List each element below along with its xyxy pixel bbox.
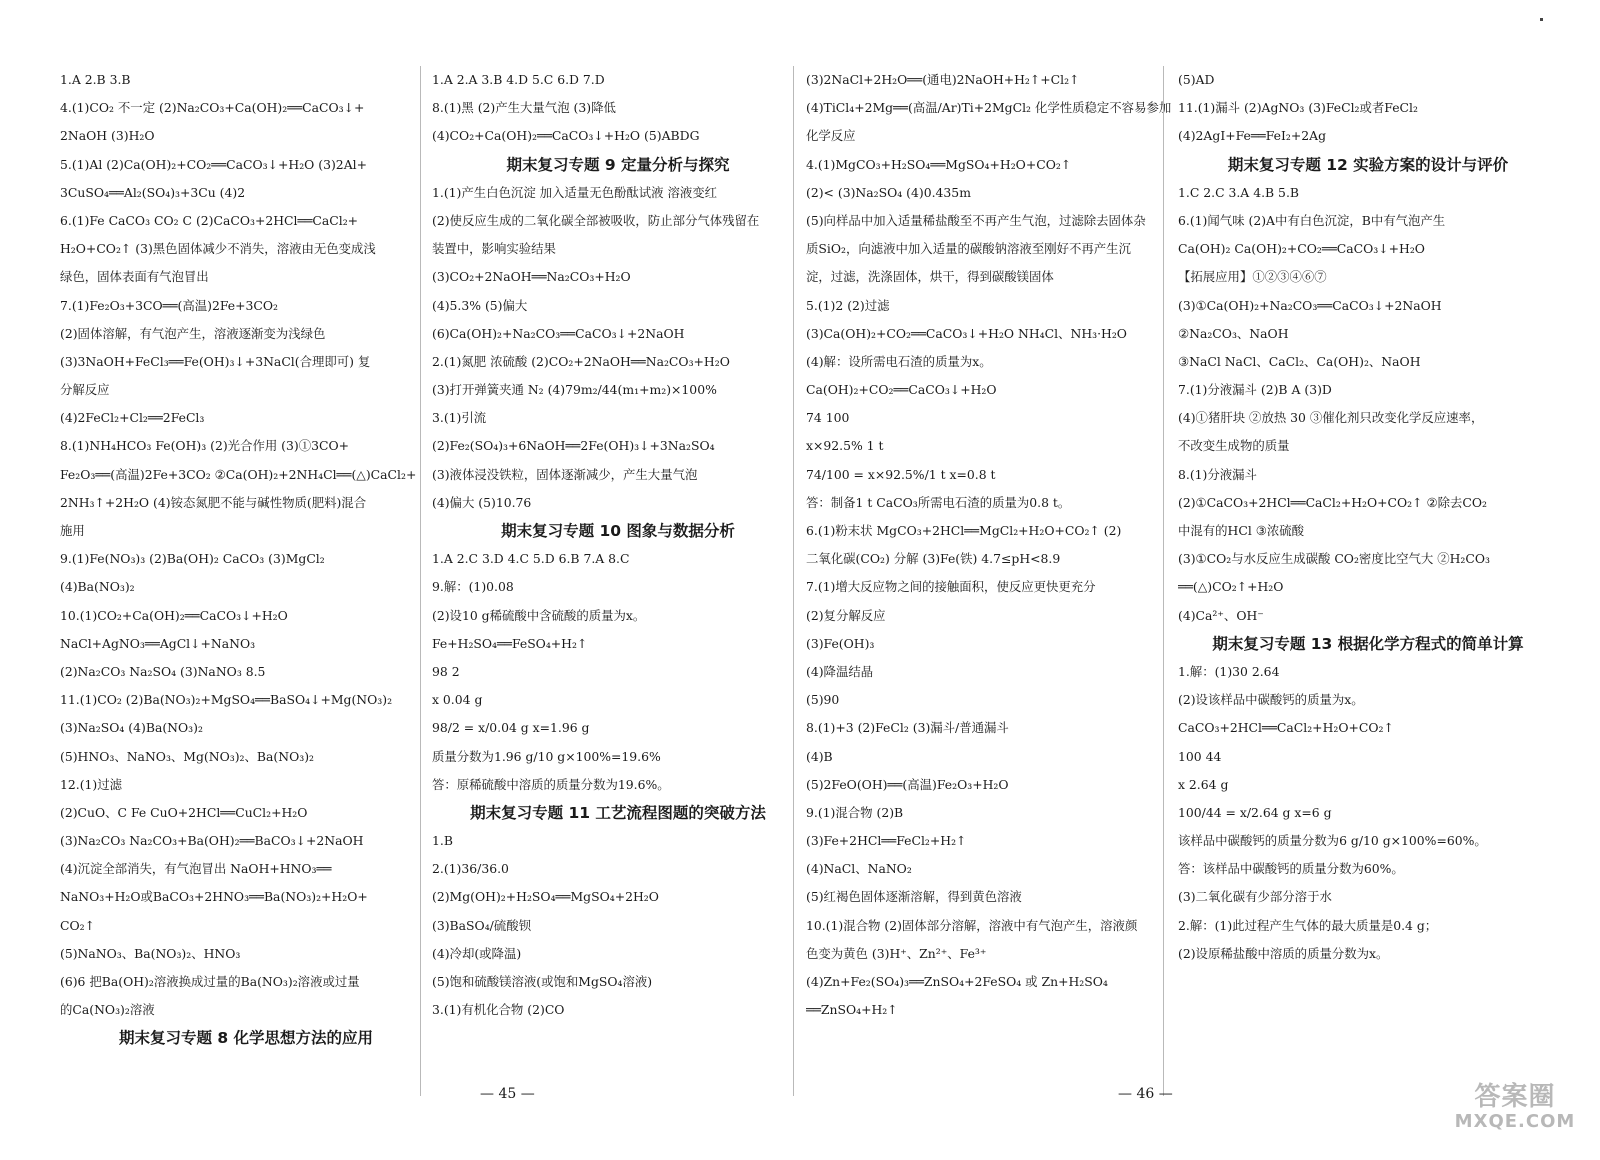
column-divider [793, 66, 794, 1096]
answer-line: ══ZnSO₄+H₂↑ [806, 1002, 898, 1018]
answer-line: (4)5.3% (5)偏大 [432, 297, 528, 313]
page-number-left: — 45 — [480, 1086, 535, 1102]
answer-line: (2)< (3)Na₂SO₄ (4)0.435m [806, 184, 971, 200]
answer-line: 1.A 2.A 3.B 4.D 5.C 6.D 7.D [432, 72, 605, 87]
answer-line: (2)设原稀盐酸中溶质的质量分数为x。 [1178, 945, 1389, 961]
answer-line: 1.(1)产生白色沉淀 加入适量无色酚酞试液 溶液变红 [432, 184, 718, 200]
answer-line: (2)①CaCO₃+2HCl══CaCl₂+H₂O+CO₂↑ ②除去CO₂ [1178, 494, 1487, 510]
answer-line: 6.(1)粉末状 MgCO₃+2HCl══MgCl₂+H₂O+CO₂↑ (2) [806, 523, 1122, 538]
answer-line: 9.解：(1)0.08 [432, 579, 514, 595]
answer-line: (2)设10 g稀硫酸中含硫酸的质量为x。 [432, 607, 646, 623]
answer-line: 色变为黄色 (3)H⁺、Zn²⁺、Fe³⁺ [806, 945, 987, 961]
answer-line: 答：该样品中碳酸钙的质量分数为60%。 [1178, 861, 1404, 877]
answer-line: (3)Fe(OH)₃ [806, 635, 875, 651]
section-heading: 期末复习专题 10 图象与数据分析 [501, 522, 735, 540]
answer-line: (2)固体溶解，有气泡产生，溶液逐渐变为浅绿色 [60, 325, 326, 341]
answer-line: (5)2FeO(OH)══(高温)Fe₂O₃+H₂O [806, 776, 1009, 792]
answer-line: CaCO₃+2HCl══CaCl₂+H₂O+CO₂↑ [1178, 720, 1394, 736]
answer-line: 的Ca(NO₃)₂溶液 [60, 1002, 155, 1018]
answer-line: 10.(1)混合物 (2)固体部分溶解，溶液中有气泡产生，溶液颜 [806, 917, 1138, 933]
answer-line: (2)复分解反应 [806, 607, 886, 623]
answer-line: 7.(1)增大反应物之间的接触面积，使反应更快更充分 [806, 579, 1096, 595]
answer-line: (4)Ba(NO₃)₂ [60, 579, 135, 595]
answer-line: 98/2 = x/0.04 g x=1.96 g [432, 720, 590, 736]
answer-line: (4)B [806, 748, 833, 764]
answer-line: 6.(1)闻气味 (2)A中有白色沉淀，B中有气泡产生 [1178, 212, 1446, 228]
answer-line: 4.(1)CO₂ 不一定 (2)Na₂CO₃+Ca(OH)₂══CaCO₃↓+ [60, 100, 365, 116]
answer-line: 质SiO₂，向滤液中加入适量的碳酸钠溶液至刚好不再产生沉 [806, 241, 1131, 257]
answer-line: (4)冷却(或降温) [432, 945, 522, 961]
answer-line: 2NaOH (3)H₂O [60, 128, 155, 144]
answer-line: (4)解：设所需电石渣的质量为x。 [806, 353, 992, 369]
answer-line: 11.(1)漏斗 (2)AgNO₃ (3)FeCl₂或者FeCl₂ [1178, 100, 1418, 116]
answer-line: (4)CO₂+Ca(OH)₂══CaCO₃↓+H₂O (5)ABDG [432, 128, 700, 144]
answer-line: 淀，过滤，洗涤固体，烘干，得到碳酸镁固体 [806, 269, 1054, 285]
answer-line: 100 44 [1178, 748, 1222, 764]
answer-line: (3)打开弹簧夹通 N₂ (4)79m₂/44(m₁+m₂)×100% [432, 382, 717, 398]
answer-line: Fe₂O₃══(高温)2Fe+3CO₂ ②Ca(OH)₂+2NH₄Cl══(△)CaCl₂+ [60, 466, 417, 482]
answer-line: (2)CuO、C Fe CuO+2HCl══CuCl₂+H₂O [60, 804, 308, 820]
answer-line: 1.解：(1)30 2.64 [1178, 663, 1280, 679]
answer-line: ══(△)CO₂↑+H₂O [1178, 579, 1284, 595]
answer-line: 3.(1)有机化合物 (2)CO [432, 1002, 565, 1018]
answer-line: 2.(1)36/36.0 [432, 861, 509, 877]
answer-line: 8.(1)分液漏斗 [1178, 466, 1257, 482]
answer-line: NaNO₃+H₂O或BaCO₃+2HNO₃══Ba(NO₃)₂+H₂O+ [60, 889, 368, 905]
answer-line: 74 100 [806, 410, 850, 426]
answer-line: (3)Na₂SO₄ (4)Ba(NO₃)₂ [60, 720, 203, 736]
answer-line: (5)AD [1178, 72, 1215, 87]
answer-line: 不改变生成物的质量 [1178, 438, 1290, 454]
answer-line: 8.(1)NH₄HCO₃ Fe(OH)₃ (2)光合作用 (3)①3CO+ [60, 438, 350, 454]
answer-line: x 0.04 g [432, 692, 483, 708]
answer-line: (4)降温结晶 [806, 663, 874, 679]
answer-line: 100/44 = x/2.64 g x=6 g [1178, 804, 1332, 820]
answer-line: (4)NaCl、NaNO₂ [806, 861, 912, 877]
answer-line: (3)2NaCl+2H₂O══(通电)2NaOH+H₂↑+Cl₂↑ [806, 72, 1080, 87]
answer-line: (5)红褐色固体逐渐溶解，得到黄色溶液 [806, 889, 1022, 905]
answer-line: (2)Mg(OH)₂+H₂SO₄══MgSO₄+2H₂O [432, 889, 659, 905]
answer-line: 10.(1)CO₂+Ca(OH)₂══CaCO₃↓+H₂O [60, 607, 288, 623]
answer-line: 7.(1)Fe₂O₃+3CO══(高温)2Fe+3CO₂ [60, 297, 278, 313]
answer-column-4 [1178, 66, 1558, 968]
answer-line: (2)Na₂CO₃ Na₂SO₄ (3)NaNO₃ 8.5 [60, 663, 266, 679]
answer-line: 8.(1)黑 (2)产生大量气泡 (3)降低 [432, 100, 616, 116]
answer-line: (3)3NaOH+FeCl₃══Fe(OH)₃↓+3NaCl(合理即可) 复 [60, 353, 371, 369]
answer-line: x 2.64 g [1178, 776, 1229, 792]
answer-line: ②Na₂CO₃、NaOH [1178, 325, 1289, 341]
answer-line: 中混有的HCl ③浓硫酸 [1178, 523, 1305, 538]
watermark-url: MXQE.COM [1454, 1111, 1576, 1132]
answer-line: 2NH₃↑+2H₂O (4)铵态氮肥不能与碱性物质(肥料)混合 [60, 494, 367, 510]
answer-line: 二氧化碳(CO₂) 分解 (3)Fe(铁) 4.7≤pH<8.9 [806, 551, 1061, 567]
section-heading: 期末复习专题 11 工艺流程图题的突破方法 [470, 803, 766, 822]
answer-line: (4)2FeCl₂+Cl₂══2FeCl₃ [60, 410, 205, 426]
answer-line: (5)NaNO₃、Ba(NO₃)₂、HNO₃ [60, 945, 241, 961]
answer-line: (4)Ca²⁺、OH⁻ [1178, 607, 1264, 623]
answer-line: Ca(OH)₂ Ca(OH)₂+CO₂══CaCO₃↓+H₂O [1178, 241, 1425, 257]
answer-column-3 [806, 66, 1178, 1024]
answer-line: (3)Fe+2HCl══FeCl₂+H₂↑ [806, 833, 967, 849]
answer-line: 12.(1)过滤 [60, 776, 123, 792]
section-heading: 期末复习专题 13 根据化学方程式的简单计算 [1212, 634, 1524, 653]
answer-line: (3)BaSO₄/硫酸钡 [432, 917, 532, 933]
answer-line: (2)设该样品中碳酸钙的质量为x。 [1178, 692, 1364, 708]
answer-column-1 [60, 66, 432, 1053]
answer-line: 74/100 = x×92.5%/1 t x=0.8 t [806, 466, 996, 482]
answer-line: 1.C 2.C 3.A 4.B 5.B [1178, 184, 1299, 200]
answer-line: 9.(1)Fe(NO₃)₃ (2)Ba(OH)₂ CaCO₃ (3)MgCl₂ [60, 551, 325, 567]
section-heading: 期末复习专题 8 化学思想方法的应用 [118, 1029, 374, 1048]
answer-line: 装置中，影响实验结果 [432, 241, 556, 257]
answer-line: 9.(1)混合物 (2)B [806, 804, 904, 820]
corner-mark [1540, 18, 1543, 21]
answer-line: 答：制备1 t CaCO₃所需电石渣的质量为0.8 t。 [806, 494, 1071, 510]
answer-line: 1.A 2.B 3.B [60, 72, 131, 87]
watermark-text: 答案圈 [1474, 1082, 1556, 1112]
answer-line: (4)2AgI+Fe══FeI₂+2Ag [1178, 128, 1327, 144]
answer-line: 【拓展应用】①②③④⑥⑦ [1178, 269, 1327, 285]
answer-line: 质量分数为1.96 g/10 g×100%=19.6% [432, 748, 661, 764]
answer-line: 2.解：(1)此过程产生气体的最大质量是0.4 g； [1178, 917, 1438, 933]
answer-line: (3)二氧化碳有少部分溶于水 [1178, 889, 1332, 905]
answer-line: 1.B [432, 833, 453, 849]
answer-line: 7.(1)分液漏斗 (2)B A (3)D [1178, 382, 1332, 398]
answer-line: x×92.5% 1 t [806, 438, 884, 454]
answer-line: (4)TiCl₄+2Mg══(高温/Ar)Ti+2MgCl₂ 化学性质稳定不容易参加 [806, 100, 1172, 116]
answer-line: (5)HNO₃、NaNO₃、Mg(NO₃)₂、Ba(NO₃)₂ [60, 748, 315, 764]
answer-line: Ca(OH)₂+CO₂══CaCO₃↓+H₂O [806, 382, 997, 398]
answer-line: (4)偏大 (5)10.76 [432, 494, 532, 510]
answer-line: 3CuSO₄══Al₂(SO₄)₃+3Cu (4)2 [60, 184, 246, 200]
answer-line: 答：原稀硫酸中溶质的质量分数为19.6%。 [432, 776, 670, 792]
answer-line: 施用 [60, 523, 85, 538]
answer-line: H₂O+CO₂↑ (3)黑色固体减少不消失，溶液由无色变成浅 [60, 241, 376, 257]
answer-column-2 [432, 66, 804, 1024]
answer-line: 5.(1)Al (2)Ca(OH)₂+CO₂══CaCO₃↓+H₂O (3)2Al+ [60, 156, 367, 172]
answer-line: CO₂↑ [60, 917, 95, 933]
answer-line: 2.(1)氮肥 浓硫酸 (2)CO₂+2NaOH══Na₂CO₃+H₂O [432, 353, 730, 369]
answer-line: 98 2 [432, 663, 460, 679]
answer-line: (5)向样品中加入适量稀盐酸至不再产生气泡，过滤除去固体杂 [806, 212, 1146, 228]
answer-line: (3)Ca(OH)₂+CO₂══CaCO₃↓+H₂O NH₄Cl、NH₃·H₂O [806, 325, 1127, 341]
watermark-logo [1440, 1082, 1590, 1132]
answer-line: 3.(1)引流 [432, 410, 487, 426]
answer-line: (5)90 [806, 692, 840, 708]
answer-line: (4)Zn+Fe₂(SO₄)₃══ZnSO₄+2FeSO₄ 或 Zn+H₂SO₄ [806, 974, 1108, 989]
section-heading: 期末复习专题 12 实验方案的设计与评价 [1227, 155, 1509, 174]
column-divider [1163, 66, 1164, 1096]
answer-line: 化学反应 [806, 128, 856, 144]
answer-line: 分解反应 [60, 382, 110, 398]
answer-line: 11.(1)CO₂ (2)Ba(NO₃)₂+MgSO₄══BaSO₄↓+Mg(NO₃)₂ [60, 692, 393, 708]
answer-line: (2)Fe₂(SO₄)₃+6NaOH══2Fe(OH)₃↓+3Na₂SO₄ [432, 438, 715, 454]
answer-line: (4)沉淀全部消失，有气泡冒出 NaOH+HNO₃══ [60, 861, 332, 877]
answer-line: ③NaCl NaCl、CaCl₂、Ca(OH)₂、NaOH [1178, 353, 1421, 369]
answer-line: (3)①CO₂与水反应生成碳酸 CO₂密度比空气大 ②H₂CO₃ [1178, 551, 1490, 567]
answer-line: (4)①猪肝块 ②放热 30 ③催化剂只改变化学反应速率， [1178, 410, 1484, 426]
section-heading: 期末复习专题 9 定量分析与探究 [506, 155, 730, 174]
answer-line: 该样品中碳酸钙的质量分数为6 g/10 g×100%=60%。 [1178, 833, 1487, 849]
answer-line: (6)Ca(OH)₂+Na₂CO₃══CaCO₃↓+2NaOH [432, 325, 685, 341]
answer-line: NaCl+AgNO₃══AgCl↓+NaNO₃ [60, 635, 256, 651]
answer-line: 4.(1)MgCO₃+H₂SO₄══MgSO₄+H₂O+CO₂↑ [806, 156, 1072, 172]
answer-line: 5.(1)2 (2)过滤 [806, 297, 890, 313]
answer-line: 绿色，固体表面有气泡冒出 [60, 269, 209, 285]
answer-line: (3)Na₂CO₃ Na₂CO₃+Ba(OH)₂══BaCO₃↓+2NaOH [60, 833, 364, 849]
answer-line: (6)6 把Ba(OH)₂溶液换成过量的Ba(NO₃)₂溶液或过量 [60, 974, 360, 989]
page-number-right: — 46 — [1118, 1086, 1173, 1102]
answer-line: (3)①Ca(OH)₂+Na₂CO₃══CaCO₃↓+2NaOH [1178, 297, 1442, 313]
answer-line: 1.A 2.C 3.D 4.C 5.D 6.B 7.A 8.C [432, 551, 630, 567]
answer-line: (3)CO₂+2NaOH══Na₂CO₃+H₂O [432, 269, 631, 285]
answer-line: 8.(1)+3 (2)FeCl₂ (3)漏斗/普通漏斗 [806, 720, 1009, 736]
column-divider [420, 66, 421, 1096]
answer-line: (3)液体浸没铁粒，固体逐渐减少，产生大量气泡 [432, 466, 698, 482]
answer-line: 6.(1)Fe CaCO₃ CO₂ C (2)CaCO₃+2HCl══CaCl₂+ [60, 212, 359, 228]
answer-line: (5)饱和硫酸镁溶液(或饱和MgSO₄溶液) [432, 974, 653, 989]
answer-line: (2)使反应生成的二氧化碳全部被吸收，防止部分气体残留在 [432, 212, 760, 228]
answer-line: Fe+H₂SO₄══FeSO₄+H₂↑ [432, 635, 588, 651]
